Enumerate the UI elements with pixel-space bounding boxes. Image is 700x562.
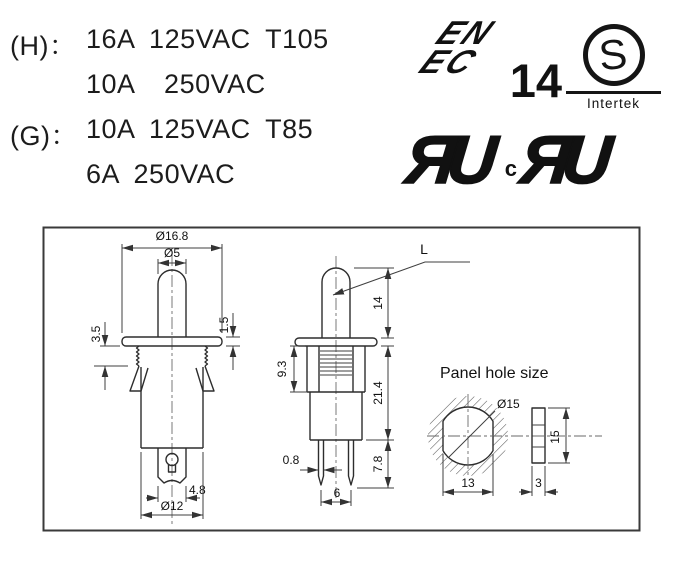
plunger-label: L <box>420 241 428 257</box>
enec-letters <box>412 14 503 81</box>
ul-marks <box>402 122 608 199</box>
dim-panel-thickness: 3 <box>535 476 542 490</box>
rating-value: 16A 125VAC T105 <box>86 24 329 54</box>
serration-left <box>137 346 140 366</box>
dim-upper-body: 9.3 <box>275 360 289 378</box>
dim-body-height: 21.4 <box>371 381 385 405</box>
rating-label-g: (G)： <box>10 121 78 151</box>
dim-terminal-width: 4.8 <box>189 483 206 497</box>
electrical-ratings <box>10 24 329 204</box>
intertek-circle-icon <box>583 24 645 86</box>
ul-canada-c: c <box>504 156 517 181</box>
dim-plunger-length: 14 <box>371 296 385 310</box>
dim-pin-length: 7.8 <box>371 455 385 473</box>
dim-hole-dia: Ø15 <box>497 397 520 411</box>
enec-number: 14 <box>509 54 562 107</box>
rating-value: 10A 250VAC <box>86 69 266 99</box>
dim-pin-spacing: 6 <box>333 486 341 500</box>
rib-lines <box>320 351 352 375</box>
intertek-wordmark: Intertek <box>586 96 641 111</box>
rating-value: 6A 250VAC <box>86 159 236 189</box>
panel-hole-title: Panel hole size <box>440 365 549 382</box>
dim-clip-depth: 3.5 <box>89 325 103 343</box>
enec-bottom-row: EC <box>412 43 487 81</box>
intertek-underline <box>566 91 661 94</box>
dim-hole-width: 13 <box>461 476 475 490</box>
rating-row-g1 <box>10 114 329 159</box>
pin-left <box>319 440 324 485</box>
dim-flange-thickness: 1.5 <box>217 316 231 334</box>
dim-body-dia: Ø12 <box>160 499 184 513</box>
ul-recognized-icon: ЯU <box>402 122 493 199</box>
rating-row-h2 <box>10 69 329 114</box>
technical-drawing <box>42 226 641 532</box>
intertek-s-symbol: S <box>597 29 630 80</box>
enec-top-row: EN <box>429 14 503 51</box>
pin-right <box>349 440 354 485</box>
dim-pin-thickness: 0.8 <box>282 453 300 467</box>
rating-row-g2 <box>10 159 329 204</box>
serration-right <box>205 346 208 366</box>
drawing-border <box>44 228 640 531</box>
rating-label-blank <box>10 159 86 204</box>
rating-row-h1 <box>10 24 329 69</box>
snap-wing-left <box>130 366 148 391</box>
panel-hole-view <box>427 365 602 496</box>
enec-logo <box>412 16 562 112</box>
front-view <box>89 229 240 524</box>
dim-hole-height: 15 <box>548 430 562 444</box>
dim-flange-dia: Ø16.8 <box>155 229 189 243</box>
rating-label-h: (H)： <box>10 31 77 61</box>
snap-wing-right <box>196 366 214 391</box>
rating-label-blank <box>10 69 86 114</box>
panel-section-outline <box>532 408 545 463</box>
intertek-logo <box>566 24 661 111</box>
dim-plunger-dia: Ø5 <box>163 246 181 260</box>
rating-value: 10A 125VAC T85 <box>86 114 314 144</box>
ul-recognized-canada-icon: ЯU <box>516 122 608 199</box>
